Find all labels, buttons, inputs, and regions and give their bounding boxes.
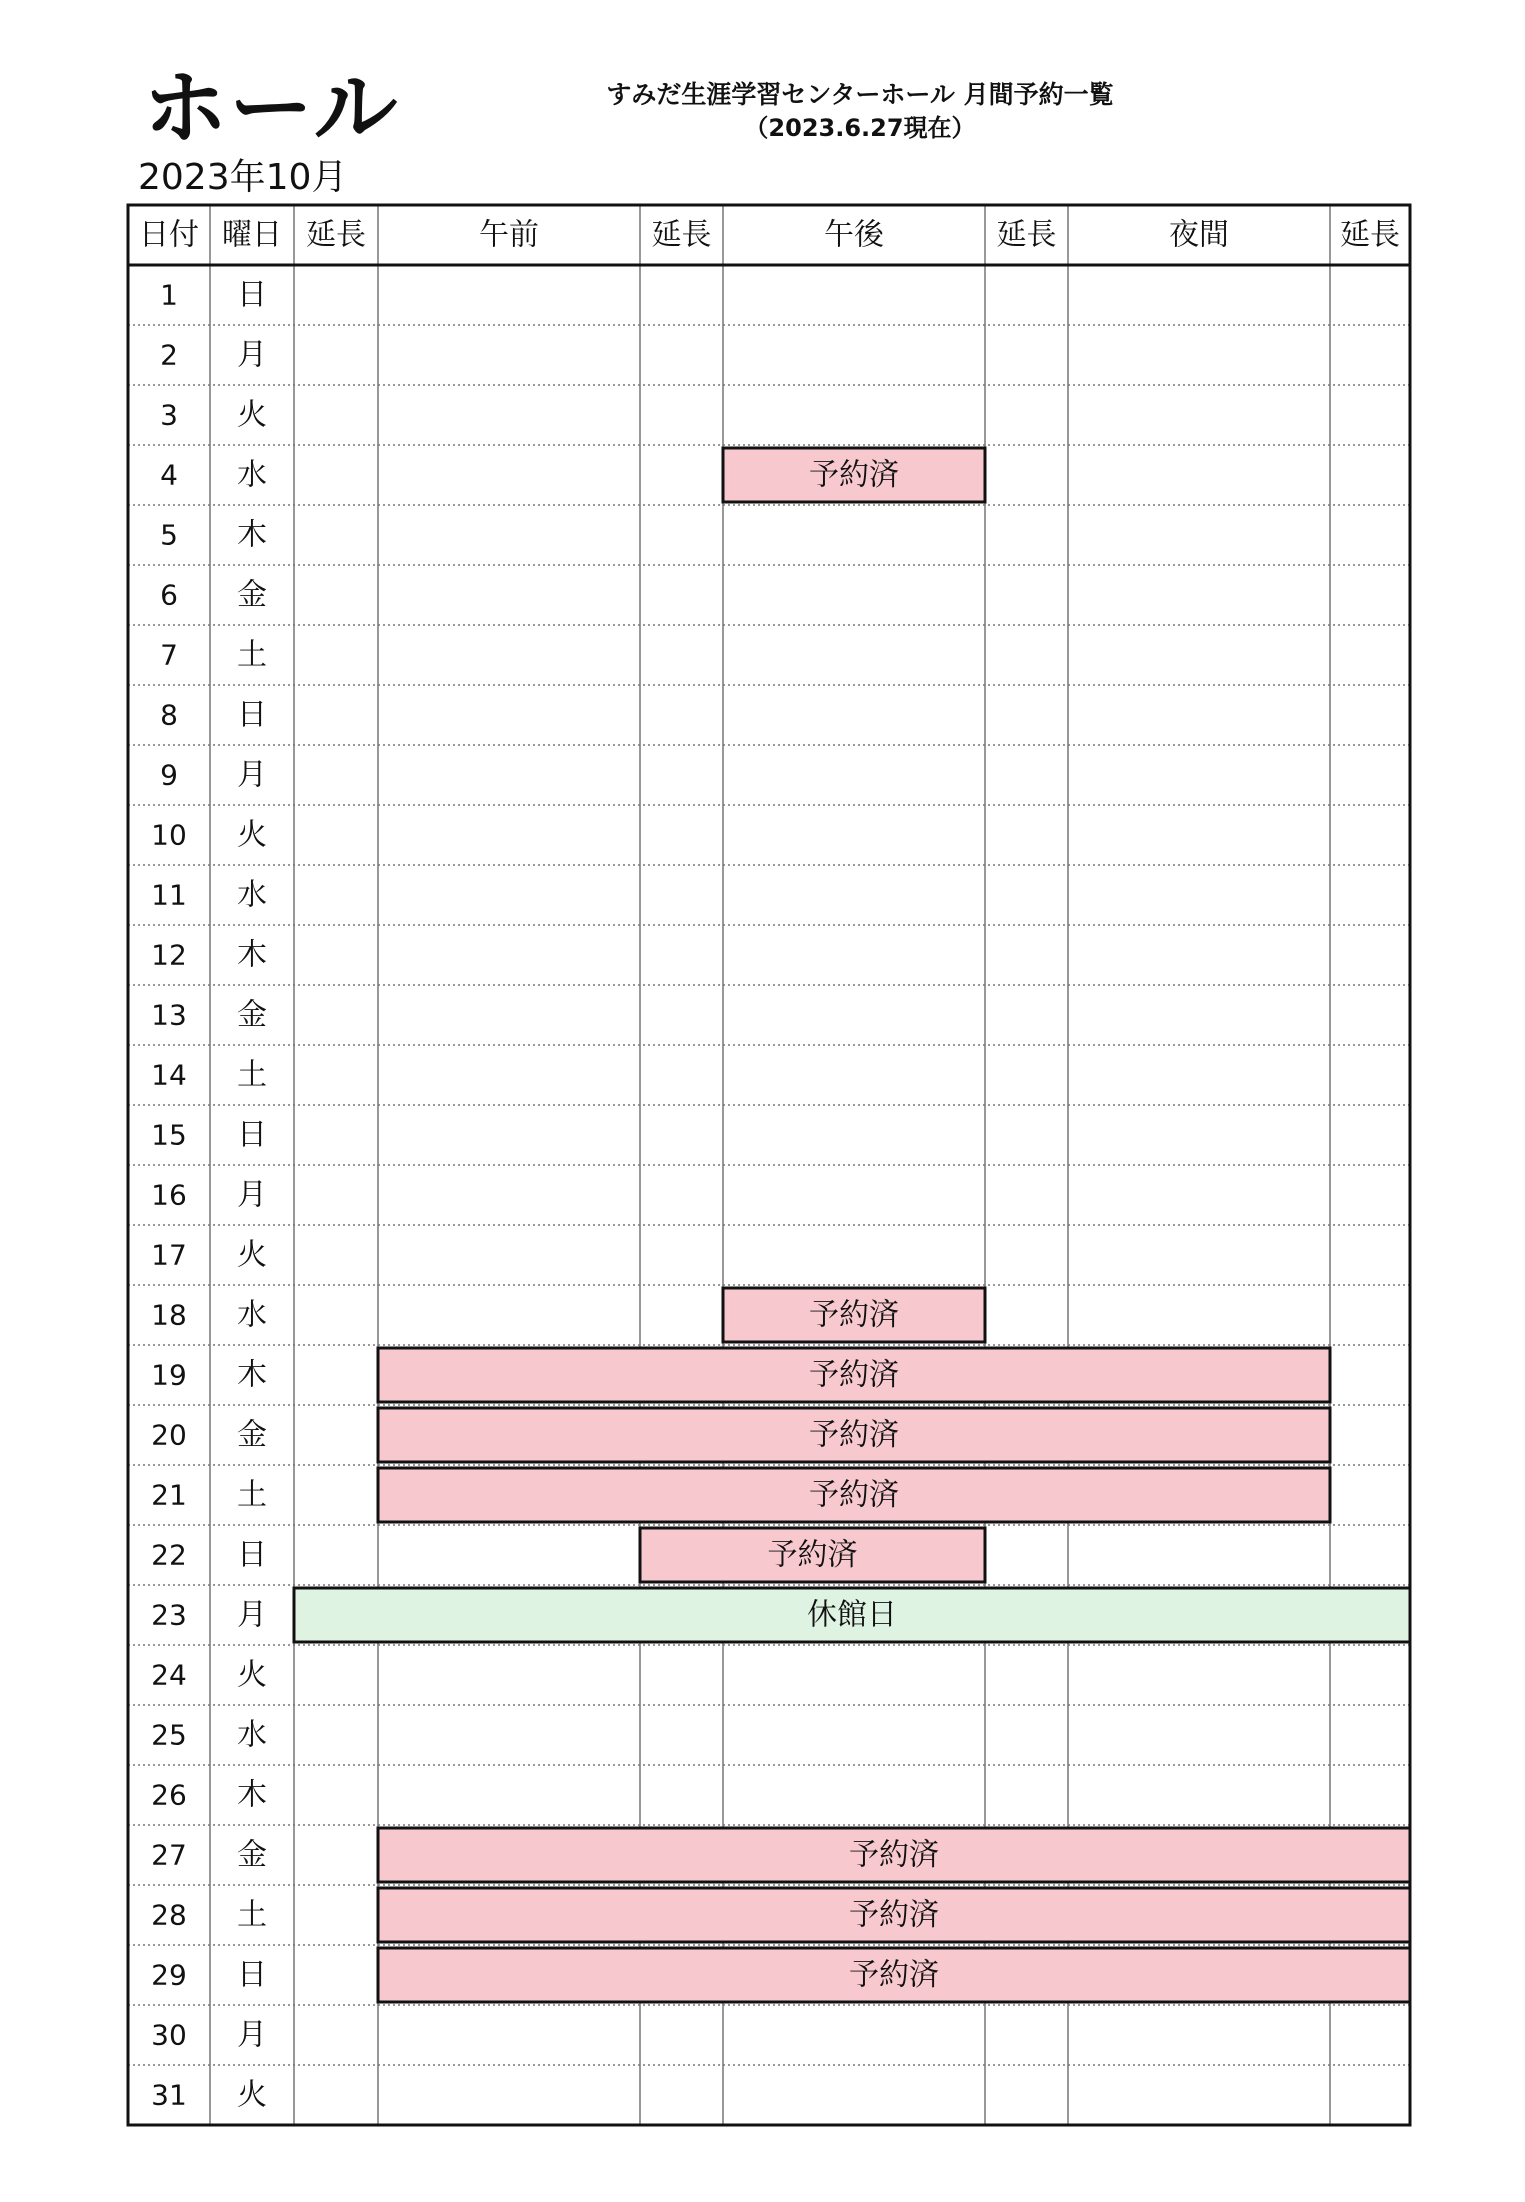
day-number: 29: [151, 1958, 187, 1992]
reserved-label: 予約済: [849, 1837, 939, 1873]
day-number: 15: [151, 1118, 187, 1152]
column-header: 午前: [479, 217, 539, 253]
reserved-label: 予約済: [849, 1957, 939, 1993]
weekday: 水: [237, 1297, 267, 1333]
day-number: 21: [151, 1478, 187, 1512]
reserved-label: 予約済: [809, 457, 899, 493]
weekday: 日: [237, 1537, 267, 1573]
day-number: 17: [151, 1238, 187, 1272]
day-number: 18: [151, 1298, 187, 1332]
day-number: 30: [151, 2018, 187, 2052]
weekday: 月: [237, 337, 267, 373]
weekday: 日: [237, 1117, 267, 1153]
weekday: 月: [237, 1597, 267, 1633]
day-number: 14: [151, 1058, 187, 1092]
column-header: 延長: [651, 217, 712, 253]
day-number: 20: [151, 1418, 187, 1452]
column-header: 夜間: [1169, 217, 1229, 253]
day-number: 11: [151, 878, 187, 912]
column-header: 延長: [996, 217, 1057, 253]
column-header: 日付: [139, 217, 199, 253]
weekday: 木: [237, 1357, 267, 1393]
hall-title: ホール: [143, 59, 400, 157]
day-number: 6: [160, 578, 178, 612]
column-header: 曜日: [222, 217, 282, 253]
weekday: 火: [237, 1657, 267, 1693]
day-number: 27: [151, 1838, 187, 1872]
weekday: 月: [237, 1177, 267, 1213]
document-date: （2023.6.27現在）: [744, 114, 976, 142]
reserved-label: 予約済: [809, 1297, 899, 1333]
day-number: 24: [151, 1658, 187, 1692]
reserved-label: 予約済: [809, 1357, 899, 1393]
weekday: 火: [237, 2077, 267, 2113]
day-number: 23: [151, 1598, 187, 1632]
weekday: 土: [237, 1897, 267, 1933]
document-title: すみだ生涯学習センターホール 月間予約一覧: [606, 80, 1114, 109]
column-header: 延長: [306, 217, 366, 253]
weekday: 水: [237, 457, 267, 493]
weekday: 金: [237, 577, 267, 613]
day-number: 19: [151, 1358, 187, 1392]
reserved-label: 予約済: [809, 1417, 899, 1453]
day-number: 3: [160, 398, 178, 432]
day-number: 31: [151, 2078, 187, 2112]
closed-day-label: 休館日: [807, 1597, 897, 1633]
day-number: 2: [160, 338, 178, 372]
weekday: 水: [237, 1717, 267, 1753]
reserved-label: 予約済: [849, 1897, 939, 1933]
weekday: 月: [237, 2017, 267, 2053]
day-number: 8: [160, 698, 178, 732]
day-number: 16: [151, 1178, 187, 1212]
weekday: 火: [237, 397, 267, 433]
weekday: 土: [237, 1057, 267, 1093]
weekday: 金: [237, 997, 267, 1033]
reserved-label: 予約済: [809, 1477, 899, 1513]
column-header: 午後: [824, 217, 884, 253]
weekday: 日: [237, 1957, 267, 1993]
day-number: 1: [160, 278, 178, 312]
day-number: 26: [151, 1778, 187, 1812]
weekday: 木: [237, 937, 267, 973]
weekday: 火: [237, 817, 267, 853]
day-number: 22: [151, 1538, 187, 1572]
day-number: 9: [160, 758, 178, 792]
day-number: 28: [151, 1898, 187, 1932]
month-label: 2023年10月: [138, 157, 348, 198]
weekday: 木: [237, 517, 267, 553]
day-number: 10: [151, 818, 187, 852]
weekday: 月: [237, 757, 267, 793]
column-header: 延長: [1340, 217, 1400, 253]
weekday: 日: [237, 277, 267, 313]
day-number: 12: [151, 938, 187, 972]
day-number: 5: [160, 518, 178, 552]
day-number: 13: [151, 998, 187, 1032]
day-number: 7: [160, 638, 178, 672]
weekday: 金: [237, 1837, 267, 1873]
weekday: 土: [237, 637, 267, 673]
weekday: 木: [237, 1777, 267, 1813]
day-number: 25: [151, 1718, 187, 1752]
weekday: 火: [237, 1237, 267, 1273]
day-number: 4: [160, 458, 178, 492]
reserved-label: 予約済: [767, 1537, 858, 1573]
weekday: 水: [237, 877, 267, 913]
weekday: 日: [237, 697, 267, 733]
weekday: 金: [237, 1417, 267, 1453]
weekday: 土: [237, 1477, 267, 1513]
